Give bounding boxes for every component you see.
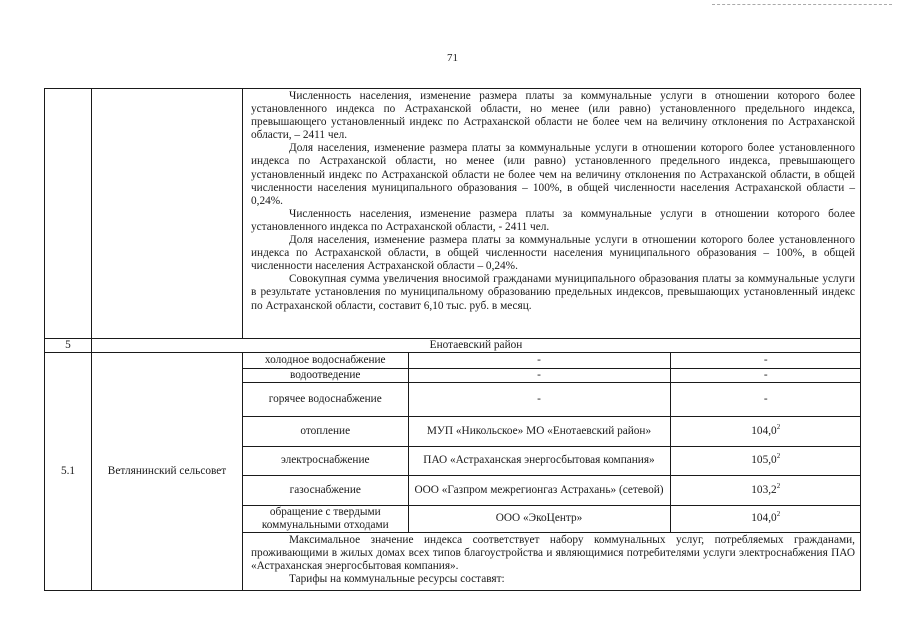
service-provider: - [408,368,670,382]
paragraph: Совокупная сумма увеличения вносимой гражданами муниципального образования платы за коммунальные услуги в результате установления по муниципальному образованию предельных индексов, превышающих установленный индекс по Астраханской области, составит 6,10 тыс. руб. в месяц. [251,273,855,312]
service-name: электроснабжение [243,446,408,475]
cell-name-empty [92,89,243,339]
service-row [243,368,861,382]
service-name: водоотведение [243,368,408,382]
service-name: обращение с твердыми коммунальными отходами [243,505,408,532]
service-provider: - [408,353,670,368]
cell-number-empty [45,89,92,339]
service-index: 105,0$^2$ [670,446,861,475]
service-name: отопление [243,416,408,446]
table-row-paragraphs [45,89,861,339]
page-number: 71 [447,52,458,64]
description-cell [243,89,861,339]
scan-artifact-line [712,4,892,5]
service-row [243,475,861,505]
note-cell [243,532,861,590]
table-row-section5 [45,339,861,353]
service-provider: ООО «Газпром межрегионгаз Астрахань» (сетевой) [408,475,670,505]
service-name: холодное водоснабжение [243,353,408,368]
tariff-table [44,88,861,591]
service-provider: МУП «Никольское» МО «Енотаевский район» [408,416,670,446]
paragraph: Доля населения, изменение размера платы за коммунальные услуги в отношении которого более установленного индекса по Астраханской области, в общей численности населения муниципального образования – 100%, в общей численности населения Астраханской области – 0,24%. [251,234,855,273]
service-index: - [670,368,861,382]
subsection-number: 5.1 [45,353,92,591]
service-index: - [670,382,861,416]
service-index: 104,0$^2$ [670,416,861,446]
service-provider: ПАО «Астраханская энергосбытовая компания» [408,446,670,475]
services-table [243,353,861,532]
services-cell [243,353,861,533]
paragraph: Максимальное значение индекса соответствует набору коммунальных услуг, потребляемых гражданами, проживающими в жилых домах всех типов благоустройства и являющимися потребителями услуги электроснабжения ПАО «Астраханская энергосбытовая компания». [251,533,855,573]
section-number: 5 [45,339,92,353]
service-row [243,446,861,475]
service-name: горячее водоснабжение [243,382,408,416]
service-index: 103,2$^2$ [670,475,861,505]
paragraph: Тарифы на коммунальные ресурсы составят: [289,573,505,586]
service-provider: - [408,382,670,416]
municipality-name: Ветлянинский сельсовет [92,353,243,591]
service-row [243,382,861,416]
table-row-section51 [45,353,861,533]
paragraph: Доля населения, изменение размера платы за коммунальные услуги в отношении которого более установленного индекса по Астраханской области, но менее (или равно) установленного предельного индекса, превышающего установленный индекс по Астраханской области не более чем на величину отклонения по Астраханской области, в общей численности населения муниципального образования – 100%, в общей численности населения Астраханской области – 0,24%. [251,142,855,207]
service-name: газоснабжение [243,475,408,505]
service-index: 104,0$^2$ [670,505,861,532]
paragraph: Численность населения, изменение размера платы за коммунальные услуги в отношении которого более установленного индекса по Астраханской области, - 2411 чел. [251,207,855,233]
paragraph: Численность населения, изменение размера платы за коммунальные услуги в отношении которого более установленного индекса по Астраханской области, но менее (или равно) установленного предельного индекса, превышающего установленный индекс по Астраханской области не более чем на величину отклонения по Астраханской области, – 2411 чел. [251,90,855,142]
service-provider: ООО «ЭкоЦентр» [408,505,670,532]
service-row [243,505,861,532]
service-row [243,353,861,368]
service-row [243,416,861,446]
section-title: Енотаевский район [92,339,861,353]
service-index: - [670,353,861,368]
